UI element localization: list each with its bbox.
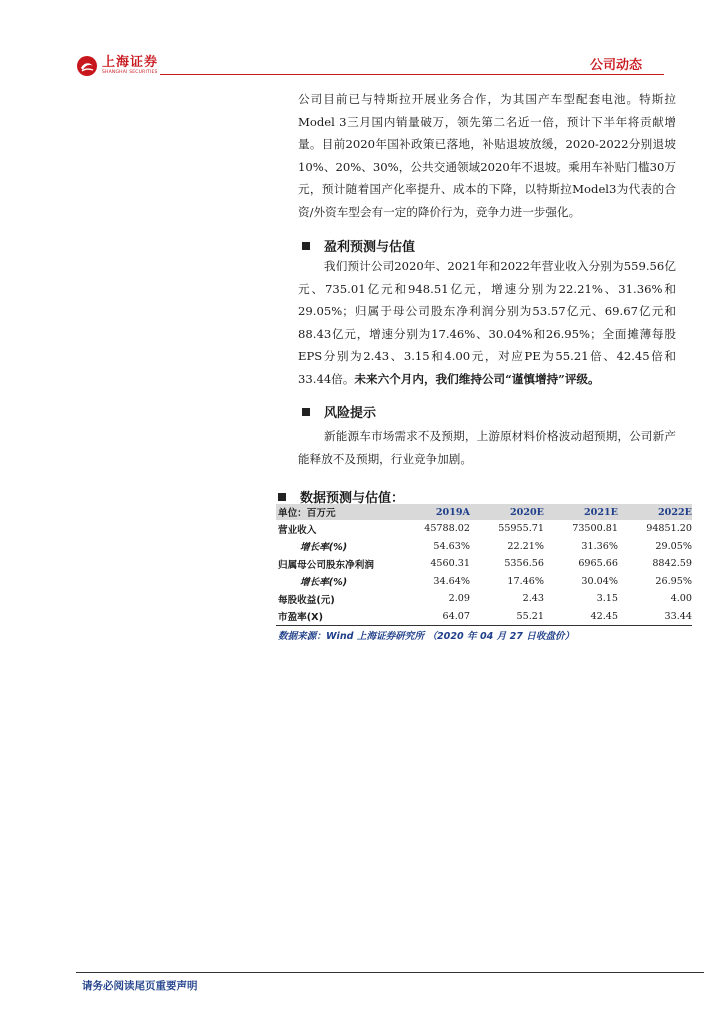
logo-emblem-icon [76,55,98,77]
table-row [276,520,692,538]
risk-paragraph: 新能源车市场需求不及预期，上游原材料价格波动超预期，公司新产能释放不及预期，行业竞争加剧。 [298,429,676,466]
page-header [0,0,724,82]
square-bullet-icon [278,493,286,501]
unit-label: 单位：百万元 [278,508,336,519]
column-header: 2022E [657,506,692,518]
table-cell: 34.64% [433,575,470,587]
column-header: 2021E [583,506,618,518]
table-cell: 2.43 [522,593,544,605]
table-cell: 22.21% [507,540,544,552]
footer-disclaimer: 请务必阅读尾页重要声明 [82,980,198,992]
logo-name-cn: 上海证券 [102,55,159,71]
table-cell: 4.00 [670,593,692,605]
table-cell: 8842.59 [652,558,692,570]
rating-statement: 未来六个月内，我们维持公司“谨慎增持”评级。 [354,371,600,386]
report-type-tag: 公司动态 [589,58,642,73]
table-source-note: 数据来源：Wind 上海证券研究所 （2020 年 04 月 27 日收盘价） [278,631,575,642]
table-cell: 55.21 [470,608,544,626]
square-bullet-icon [302,242,310,250]
table-cell: 55955.71 [498,523,544,535]
table-cell: 31.36% [581,540,618,552]
row-label: 归属母公司股东净利润 [278,559,374,571]
row-label: 增长率(%) [300,577,348,589]
row-label: 每股收益(元) [278,594,335,606]
table-cell: 45788.02 [424,523,470,535]
table-row [276,608,692,626]
table-cell: 2.09 [448,593,470,605]
table-cell: 33.44 [618,608,692,626]
table-cell: 6965.66 [578,558,618,570]
section-heading-risk [302,402,376,421]
forecast-paragraph [298,255,676,391]
table-cell: 64.07 [396,608,470,626]
table-row [276,590,692,608]
table-row [276,555,692,573]
forecast-table [276,504,692,626]
logo-name-en: SHANGHAI SECURITIES [102,70,158,76]
table-header-row [276,504,692,520]
section-heading-label: 盈利预测与估值 [324,240,416,255]
table-row [276,573,692,591]
table-cell: 17.46% [507,575,544,587]
section-heading-label: 风险提示 [324,406,377,421]
intro-paragraph: 公司目前已与特斯拉开展业务合作，为其国产车型配套电池。特斯拉Model 3三月国内销量破万，领先第二名近一倍，预计下半年将贡献增量。目前2020年国补政策已落地，补贴退坡放缓，2020-2022分别退坡10%、20%、30%，公共交通领域2020年不退坡。乘用车补贴门槛30万元，预计随着国产化率提升、成本的下降，以特斯拉Model3为代表的合资/外资车型会有一定的降价行为，竞争力进一步强化。 [298,92,676,219]
row-label: 营业收入 [278,524,317,536]
section-heading-profit [302,236,415,255]
table-cell: 30.04% [581,575,618,587]
forecast-text: 我们预计公司2020年、2021年和2022年营业收入分别为559.56亿元、735.01亿元和948.51亿元，增速分别为22.21%、31.36%和29.05%；归属于母公司股东净利润分别为53.57亿元、69.67亿元和88.43亿元，增速分别为17.46%、30.04%和26.95%；全面摊薄每股EPS分别为2.43、3.15和4.00元，对应PE为55.21倍、42.45倍和33.44倍。 [298,259,676,386]
table-cell: 3.15 [596,593,618,605]
row-label: 增长率(%) [300,542,348,554]
row-label: 市盈率(X) [276,608,396,626]
square-bullet-icon [302,408,310,416]
company-logo [76,55,158,77]
table-title-label: 数据预测与估值： [300,491,405,506]
table-cell: 42.45 [544,608,618,626]
header-divider [160,74,664,75]
table-cell: 94851.20 [646,523,692,535]
table-cell: 54.63% [433,540,470,552]
table-cell: 26.95% [655,575,692,587]
column-header: 2019A [435,506,470,518]
column-header: 2020E [509,506,544,518]
table-cell: 29.05% [655,540,692,552]
table-cell: 5356.56 [504,558,544,570]
footer-divider [76,972,704,973]
table-cell: 73500.81 [572,523,618,535]
table-cell: 4560.31 [430,558,470,570]
table-row [276,538,692,556]
